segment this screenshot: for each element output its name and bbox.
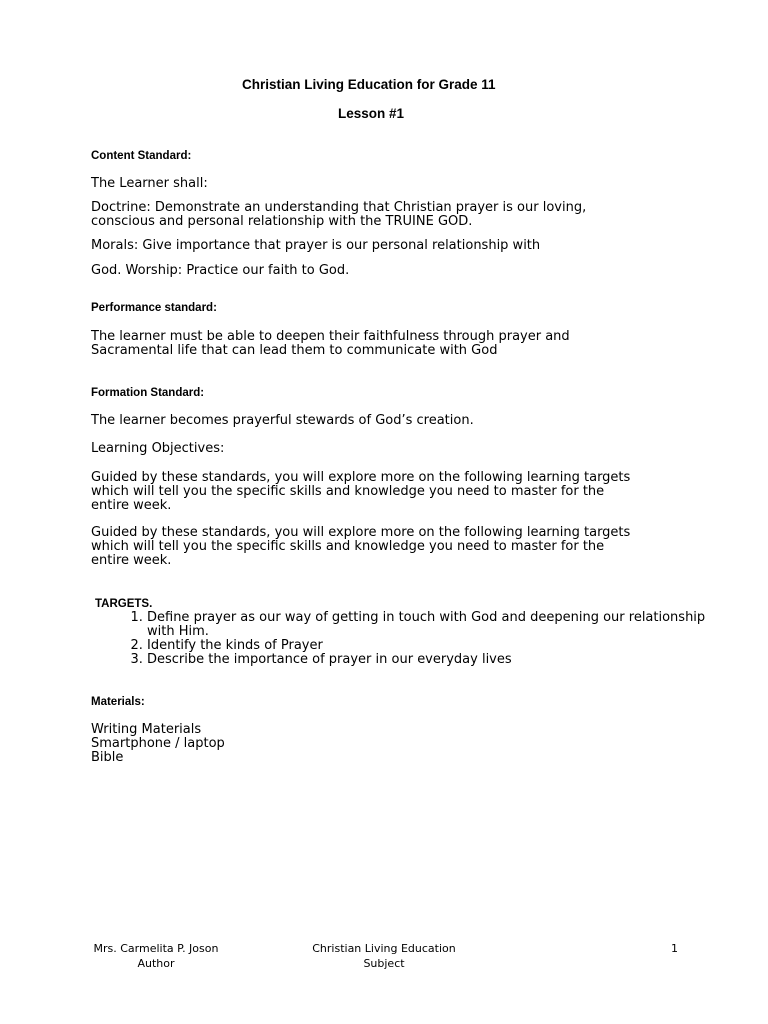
objectives-line: entire week. bbox=[91, 498, 172, 513]
list-item: 2. Identify the kinds of Prayer bbox=[147, 639, 727, 653]
author-name: Mrs. Carmelita P. Joson bbox=[93, 942, 219, 955]
performance-line: Sacramental life that can lead them to communicate with God bbox=[91, 343, 498, 358]
objectives-paragraph bbox=[91, 471, 691, 513]
formation-standard-text: The learner becomes prayerful stewards of God’s creation. bbox=[91, 413, 474, 428]
content-standard-heading: Content Standard: bbox=[91, 150, 192, 162]
objectives-line: entire week. bbox=[91, 553, 172, 568]
objectives-line: which will tell you the specific skills and knowledge you need to master for the bbox=[91, 539, 605, 554]
list-item: Writing Materials bbox=[91, 722, 202, 737]
formation-standard-heading: Formation Standard: bbox=[91, 387, 205, 399]
doctrine-line: Doctrine: Demonstrate an understanding that Christian prayer is our loving, bbox=[91, 200, 587, 215]
objectives-line: Guided by these standards, you will explore more on the following learning targets bbox=[91, 525, 631, 540]
performance-paragraph bbox=[91, 330, 691, 358]
learning-objectives-heading: Learning Objectives: bbox=[91, 441, 225, 456]
learner-shall-text: The Learner shall: bbox=[91, 176, 208, 191]
footer-author bbox=[76, 941, 236, 971]
targets-heading: TARGETS. bbox=[95, 598, 153, 610]
footer-subject bbox=[294, 941, 474, 971]
document-title: Christian Living Education for Grade 11 bbox=[242, 77, 496, 92]
materials-heading: Materials: bbox=[91, 696, 145, 708]
list-item: 3. Describe the importance of prayer in our everyday lives bbox=[147, 653, 727, 667]
worship-text: God. Worship: Practice our faith to God. bbox=[91, 263, 350, 278]
lesson-number: Lesson #1 bbox=[338, 106, 405, 121]
subject-name: Christian Living Education bbox=[312, 942, 456, 955]
materials-list bbox=[91, 723, 225, 765]
subject-label: Subject bbox=[363, 957, 405, 970]
objectives-paragraph bbox=[91, 526, 691, 568]
objectives-line: which will tell you the specific skills and knowledge you need to master for the bbox=[91, 484, 605, 499]
targets-list bbox=[91, 611, 727, 667]
author-label: Author bbox=[137, 957, 175, 970]
list-item: 1. Define prayer as our way of getting in touch with God and deepening our relationship with Him. bbox=[147, 611, 727, 639]
doctrine-paragraph bbox=[91, 201, 691, 229]
doctrine-line: conscious and personal relationship with the TRUINE GOD. bbox=[91, 214, 473, 229]
morals-text: Morals: Give importance that prayer is our personal relationship with bbox=[91, 238, 541, 253]
list-item: Bible bbox=[91, 750, 124, 765]
page-number: 1 bbox=[671, 942, 678, 955]
objectives-line: Guided by these standards, you will explore more on the following learning targets bbox=[91, 470, 631, 485]
performance-standard-heading: Performance standard: bbox=[91, 302, 217, 314]
list-item: Smartphone / laptop bbox=[91, 736, 225, 751]
performance-line: The learner must be able to deepen their faithfulness through prayer and bbox=[91, 329, 570, 344]
